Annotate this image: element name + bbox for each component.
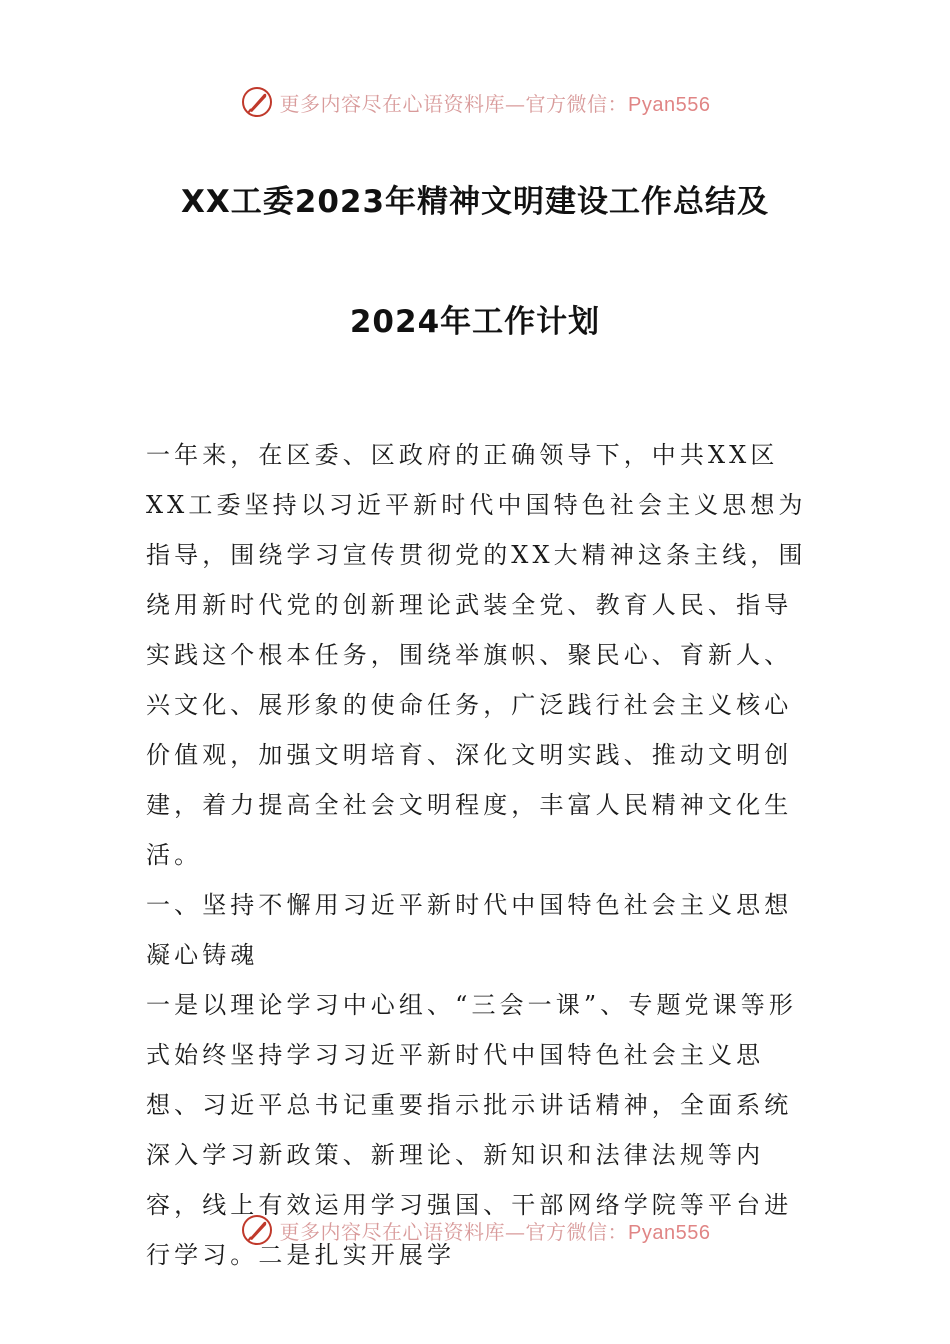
paragraph-intro: 一年来，在区委、区政府的正确领导下，中共XX区XX工委坚持以习近平新时代中国特色社会主义思想为指导，围绕学习宣传贯彻党的XX大精神这条主线，围绕用新时代党的创新理论武装全党、教育人民、指导实践这个根本任务，围绕举旗帜、聚民心、育新人、兴文化、展形象的使命任务，广泛践行社会主义核心价值观，加强文明培育、深化文明实践、推动文明创建，着力提高全社会文明程度，丰富人民精神文化生活。 — [146, 441, 807, 869]
watermark-text-cn: 更多内容尽在心语资料库—官方微信： — [279, 1219, 629, 1244]
watermark-banner-top — [0, 82, 950, 122]
paragraph-section-1: 一是以理论学习中心组、“三会一课”、专题党课等形式始终坚持学习习近平新时代中国特色社会主义思想、习近平总书记重要指示批示讲话精神，全面系统深入学习新政策、新理论、新知识和法律法规等内容，线上有效运用学习强国、干部网络学院等平台进行学习。二是扎实开展学 — [146, 991, 797, 1269]
document-body — [146, 430, 810, 1280]
document-title-line1: XX工委2023年精神文明建设工作总结及 — [180, 184, 770, 220]
watermark-banner-bottom — [0, 1210, 950, 1250]
watermark-wechat-id: Pyan556 — [628, 93, 711, 116]
section-heading: 一、坚持不懈用习近平新时代中国特色社会主义思想凝心铸魂 — [146, 891, 793, 969]
document-title-line2: 2024年工作计划 — [349, 304, 601, 340]
watermark-text-cn: 更多内容尽在心语资料库—官方微信： — [279, 91, 629, 116]
watermark-text — [280, 88, 711, 117]
watermark-text — [280, 1216, 711, 1245]
quill-pen-logo-icon — [240, 85, 274, 119]
watermark-wechat-id: Pyan556 — [628, 1221, 711, 1244]
quill-pen-logo-icon — [240, 1213, 274, 1247]
